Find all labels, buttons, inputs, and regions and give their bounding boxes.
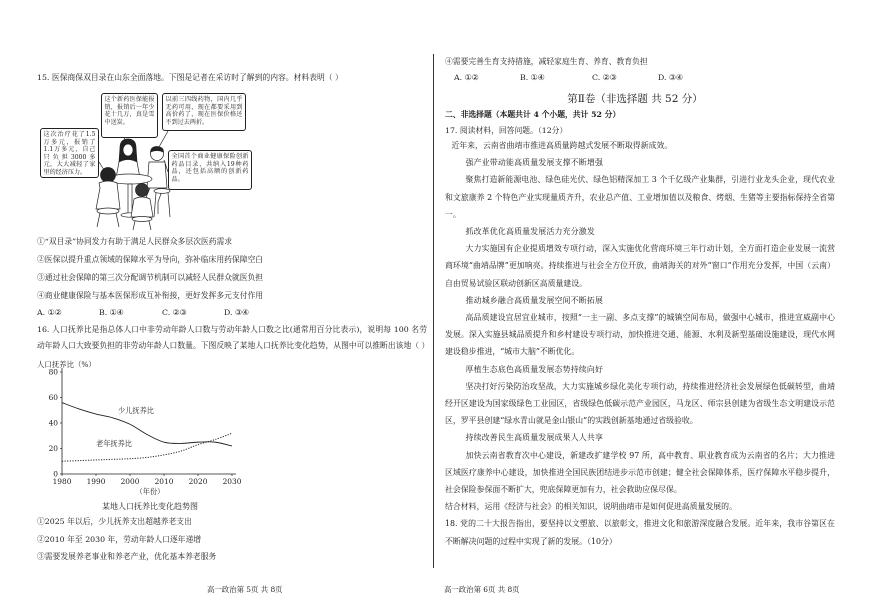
series-label-elderly: 老年抚养比: [96, 439, 132, 448]
speech-bubble-2: 以前三四线药物，国内几乎无药可用，现在都要采用到高价药了，现在医保价格还不到过去两折。: [162, 93, 246, 131]
x-tick-label: 2020: [188, 477, 208, 486]
q16-answer-c: C. ②③: [592, 73, 617, 82]
q17-heading-5: 持续改善民生高质量发展成果人人共享: [465, 433, 604, 443]
q16-option-1: ①2025 年以后，少儿抚养支出超越养老支出: [37, 517, 192, 526]
q15-answer-a: A. ①②: [37, 308, 62, 317]
q15-stem: 15. 医保商保双目录在山东全面落地。下图是记者在采访时了解到的内容。材料表明（ ）: [37, 73, 343, 82]
q15-answer-b: B. ①④: [99, 308, 124, 317]
speech-bubble-4: 全国首个商业健康保险创新药品目录，共纳入19种药品，还包括高额的创新药品。: [168, 150, 252, 190]
y-tick-label: 40: [48, 418, 58, 428]
section-heading: 二、非选择题（本题共计 4 个小题，共计 52 分）: [445, 110, 621, 119]
q17-heading-2: 抓改革优化高质量发展活力充分激发: [465, 227, 595, 237]
chart-ylabel: 人口抚养比（%）: [37, 360, 96, 369]
speech-bubble-1: 这个新药医保能报销，报销后一年少花十几万，真是雪中送炭。: [101, 93, 158, 138]
q16-stem: 16. 人口抚养比是指总体人口中非劳动年龄人口数与劳动年龄人口数之比(通常用百分比表示)，说明每 100 名劳动年龄人口大致要负担的非劳动年龄人口数量。下图反映了某地人口抚养比变化趋势，从图中可以推断出该地（ ）: [37, 325, 430, 350]
y-tick-label: 60: [48, 393, 58, 403]
q17-heading-3: 推动城乡融合高质量发展空间不断拓展: [465, 295, 604, 305]
q16-option-2: ②2010 年至 2030 年，劳动年龄人口逐年递增: [37, 535, 202, 544]
q17-body-3: 高品质建设宜居宜业城市，按照“一主一副、多点支撑”的城镇空间布局，做强中心城市，推进宣威副中心发展。深入实施县城品质提升和乡村建设专项行动，加快推进交通、能源、水利及新型基础设施建设，现代水网建设稳步推进，“城市大脑”不断优化。: [445, 313, 835, 357]
tail-b2: [159, 131, 168, 147]
page-footer-left: 高一政治第 5页 共 8页: [207, 585, 283, 594]
q17-body-4: 坚决打好污染防治攻坚战，大力实施城乡绿化美化专项行动，持续推进经济社会发展绿色低碳转型，曲靖经开区建设为国家级绿色工业园区，省级绿色低碳示范产业园区，马龙区、师宗县创建为省级生态文明建设示范区，罗平县创建“绿水青山就是金山银山”的实践创新基地通过省级验收。: [445, 381, 835, 426]
q17-material: [445, 137, 835, 550]
q16-answer-a: A. ①②: [454, 73, 479, 82]
cartoon-woman-back: [116, 139, 140, 178]
page-footer-right: 高一政治第 6页 共 8页: [444, 585, 520, 594]
section-title: 第Ⅱ卷（非选择题 共 52 分）: [567, 93, 703, 105]
q15-option-4: ④商业健康保险与基本医保形成互补衔接，更好发挥多元支付作用: [37, 291, 264, 300]
x-tick-label: 2030: [222, 477, 242, 486]
q16-option-4: ④需要完善生育支持措施，减轻家庭生育、养育、教育负担: [445, 57, 648, 66]
column-divider: [433, 54, 434, 568]
q15-answer-c: C. ②③: [162, 308, 187, 317]
q17-heading-4: 厚植生态底色高质量发展态势持续向好: [465, 364, 604, 374]
x-tick-label: 2010: [154, 477, 174, 486]
cartoon-person-front-right: [131, 184, 153, 231]
q15-option-2: ②医保以提升重点领域的保障水平为导向，弥补临床用药保障空白: [37, 255, 264, 264]
q18-stem: 18. 党的二十大报告指出，要坚持以文塑旅、以旅彰文，推进文化和旅游深度融合发展。近年来，我市谷第区在不断解决问题的过程中实现了新的发展。（10分）: [445, 519, 835, 546]
y-tick-label: 0: [53, 469, 58, 479]
q16-answer-b: B. ①④: [520, 73, 545, 82]
q17-body-2: 大力实施国有企业提质增效专项行动，深入实施优化营商环境三年行动计划，全方面打造企业发展一流营商环境“曲靖品牌”更加响亮。持续推进与社会全方位开放，曲靖海关的对外“窗口”作用充分发挥，中国（云南）自由贸易试验区联动创新区高质量建设。: [445, 244, 835, 288]
q15-option-3: ③通过社会保障的第三次分配调节机制可以减轻人民群众就医负担: [37, 273, 264, 282]
q17-heading-1: 强产业带动能高质量发展支撑不断增强: [465, 158, 604, 168]
x-tick-label: 2000: [120, 477, 140, 486]
q15-answer-d: D. ③④: [224, 308, 249, 317]
dependency-ratio-chart: [30, 357, 270, 513]
q16-option-3: ③需要发展养老事业和养老产业，优化基本养老服务: [37, 552, 217, 561]
series-label-child: 少儿抚养比: [118, 406, 154, 415]
x-tick-label: 1990: [86, 477, 106, 486]
x-tick-label: 1980: [52, 477, 72, 486]
q17-body-5: 加快云南省教育次中心建设，新建改扩建学校 97 所，高中教育、职业教育成为云南省的名片；大力推进区域医疗康养中心建设，加快推进全国民族团结进步示范市创建；健全社会保障体系，医疗保障水平稳步提升，社会保险参保面不断扩大，兜底保障更加有力，社会救助应保尽保。: [445, 450, 835, 495]
y-tick-label: 20: [48, 444, 58, 454]
chart-axes: [49, 368, 242, 486]
chart-xlabel: （年份）: [135, 487, 165, 496]
q17-body-1: 聚焦打造新能源电池、绿色硅光伏、绿色铝精深加工 3 个千亿级产业集群，引进行业龙头企业，现代农业和文旅康养 2 个特色产业实现量质齐升，农业总产值、工业增加值以及粮食、烤烟、生猪等主要指标保持全省第一。: [445, 175, 835, 219]
q16-answer-d: D. ③④: [658, 73, 683, 82]
series-line-elderly-ratio: [62, 433, 232, 461]
q15-option-1: ①“双目录”协同发力有助于满足人民群众多层次医药需求: [37, 237, 233, 246]
q17-stem: 17. 阅读材料，回答问题。（12分）: [445, 126, 568, 135]
speech-bubble-3: 这次治疗花了1.5万多元，报销了1.1万多元，自己只负担3000多元，大大减轻了家里的经济压力。: [40, 128, 99, 178]
q17-task: 结合材料，运用《经济与社会》的相关知识，说明曲靖市是如何促进高质量发展的。: [445, 502, 737, 512]
q17-intro: 近年来，云南省曲靖市推进高质量跨越式发展不断取得新成效。: [451, 141, 673, 150]
y-tick-label: 80: [48, 367, 58, 377]
q15-cartoon: [38, 90, 298, 232]
chart-title: 某地人口抚养比变化趋势图: [102, 502, 198, 511]
